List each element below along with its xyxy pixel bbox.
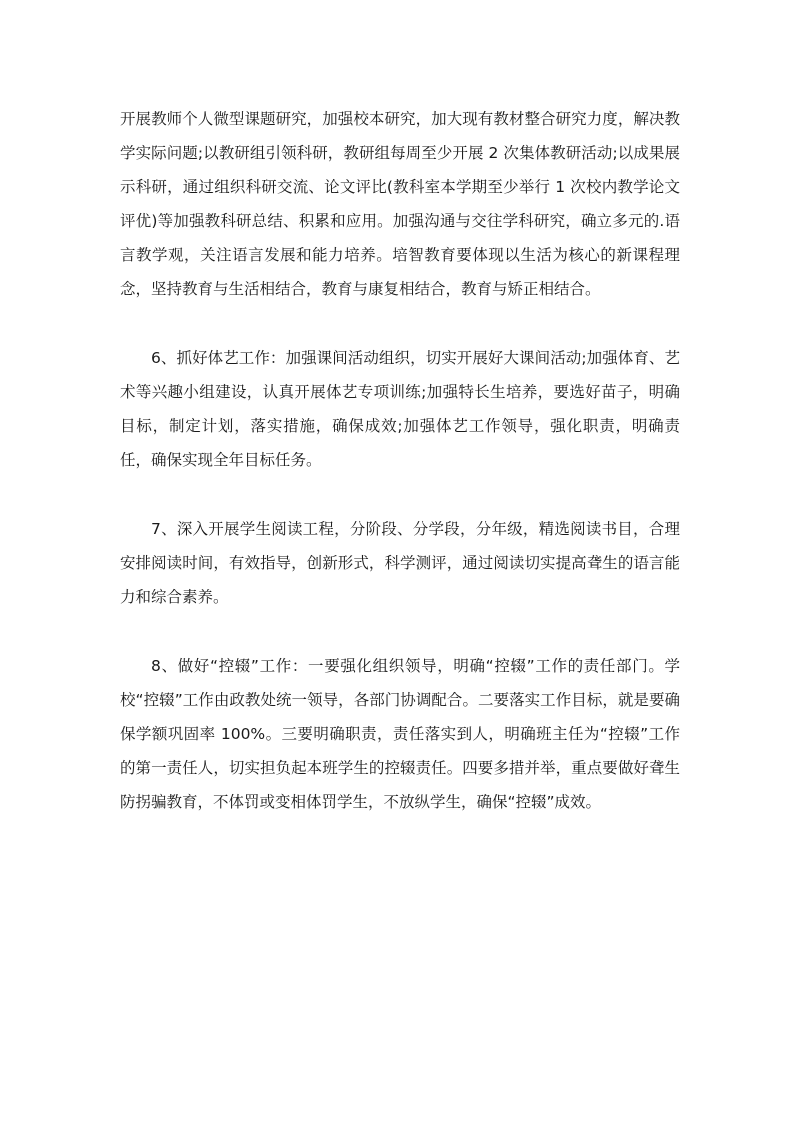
- paragraph-item-7: 7、深入开展学生阅读工程，分阶段、分学段，分年级，精选阅读书目，合理安排阅读时间，有效指导，创新形式，科学测评，通过阅读切实提高聋生的语言能力和综合素养。: [120, 520, 680, 606]
- paragraph-continuation: 开展教师个人微型课题研究，加强校本研究，加大现有教材整合研究力度，解决教学实际问题;以教研组引领科研，教研组每周至少开展 2 次集体教研活动;以成果展示科研，通过组织科研交流、论文评比(教科室本学期至少举行 1 次校内教学论文评优)等加强教科研总结、积累和应用。加强沟通与交往学科研究，确立多元的.语言教学观，关注语言发展和能力培养。培智教育要体现以生活为核心的新课程理念，坚持教育与生活相结合，教育与康复相结合，教育与矫正相结合。: [120, 110, 680, 298]
- document-body: [120, 102, 680, 819]
- paragraph-item-8: 8、做好“控辍”工作：一要强化组织领导，明确“控辍”工作的责任部门。学校“控辍”工作由政教处统一领导，各部门协调配合。二要落实工作目标，就是要确保学额巩固率 100%。三要明确职责，责任落实到人，明确班主任为“控辍”工作的第一责任人，切实担负起本班学生的控辍责任。四要多措并举，重点要做好聋生防拐骗教育，不体罚或变相体罚学生，不放纵学生，确保“控辍”成效。: [120, 657, 680, 811]
- paragraph-item-6: 6、抓好体艺工作：加强课间活动组织，切实开展好大课间活动;加强体育、艺术等兴趣小组建设，认真开展体艺专项训练;加强特长生培养，要选好苗子，明确目标，制定计划，落实措施，确保成效;加强体艺工作领导，强化职责，明确责任，确保实现全年目标任务。: [120, 349, 680, 469]
